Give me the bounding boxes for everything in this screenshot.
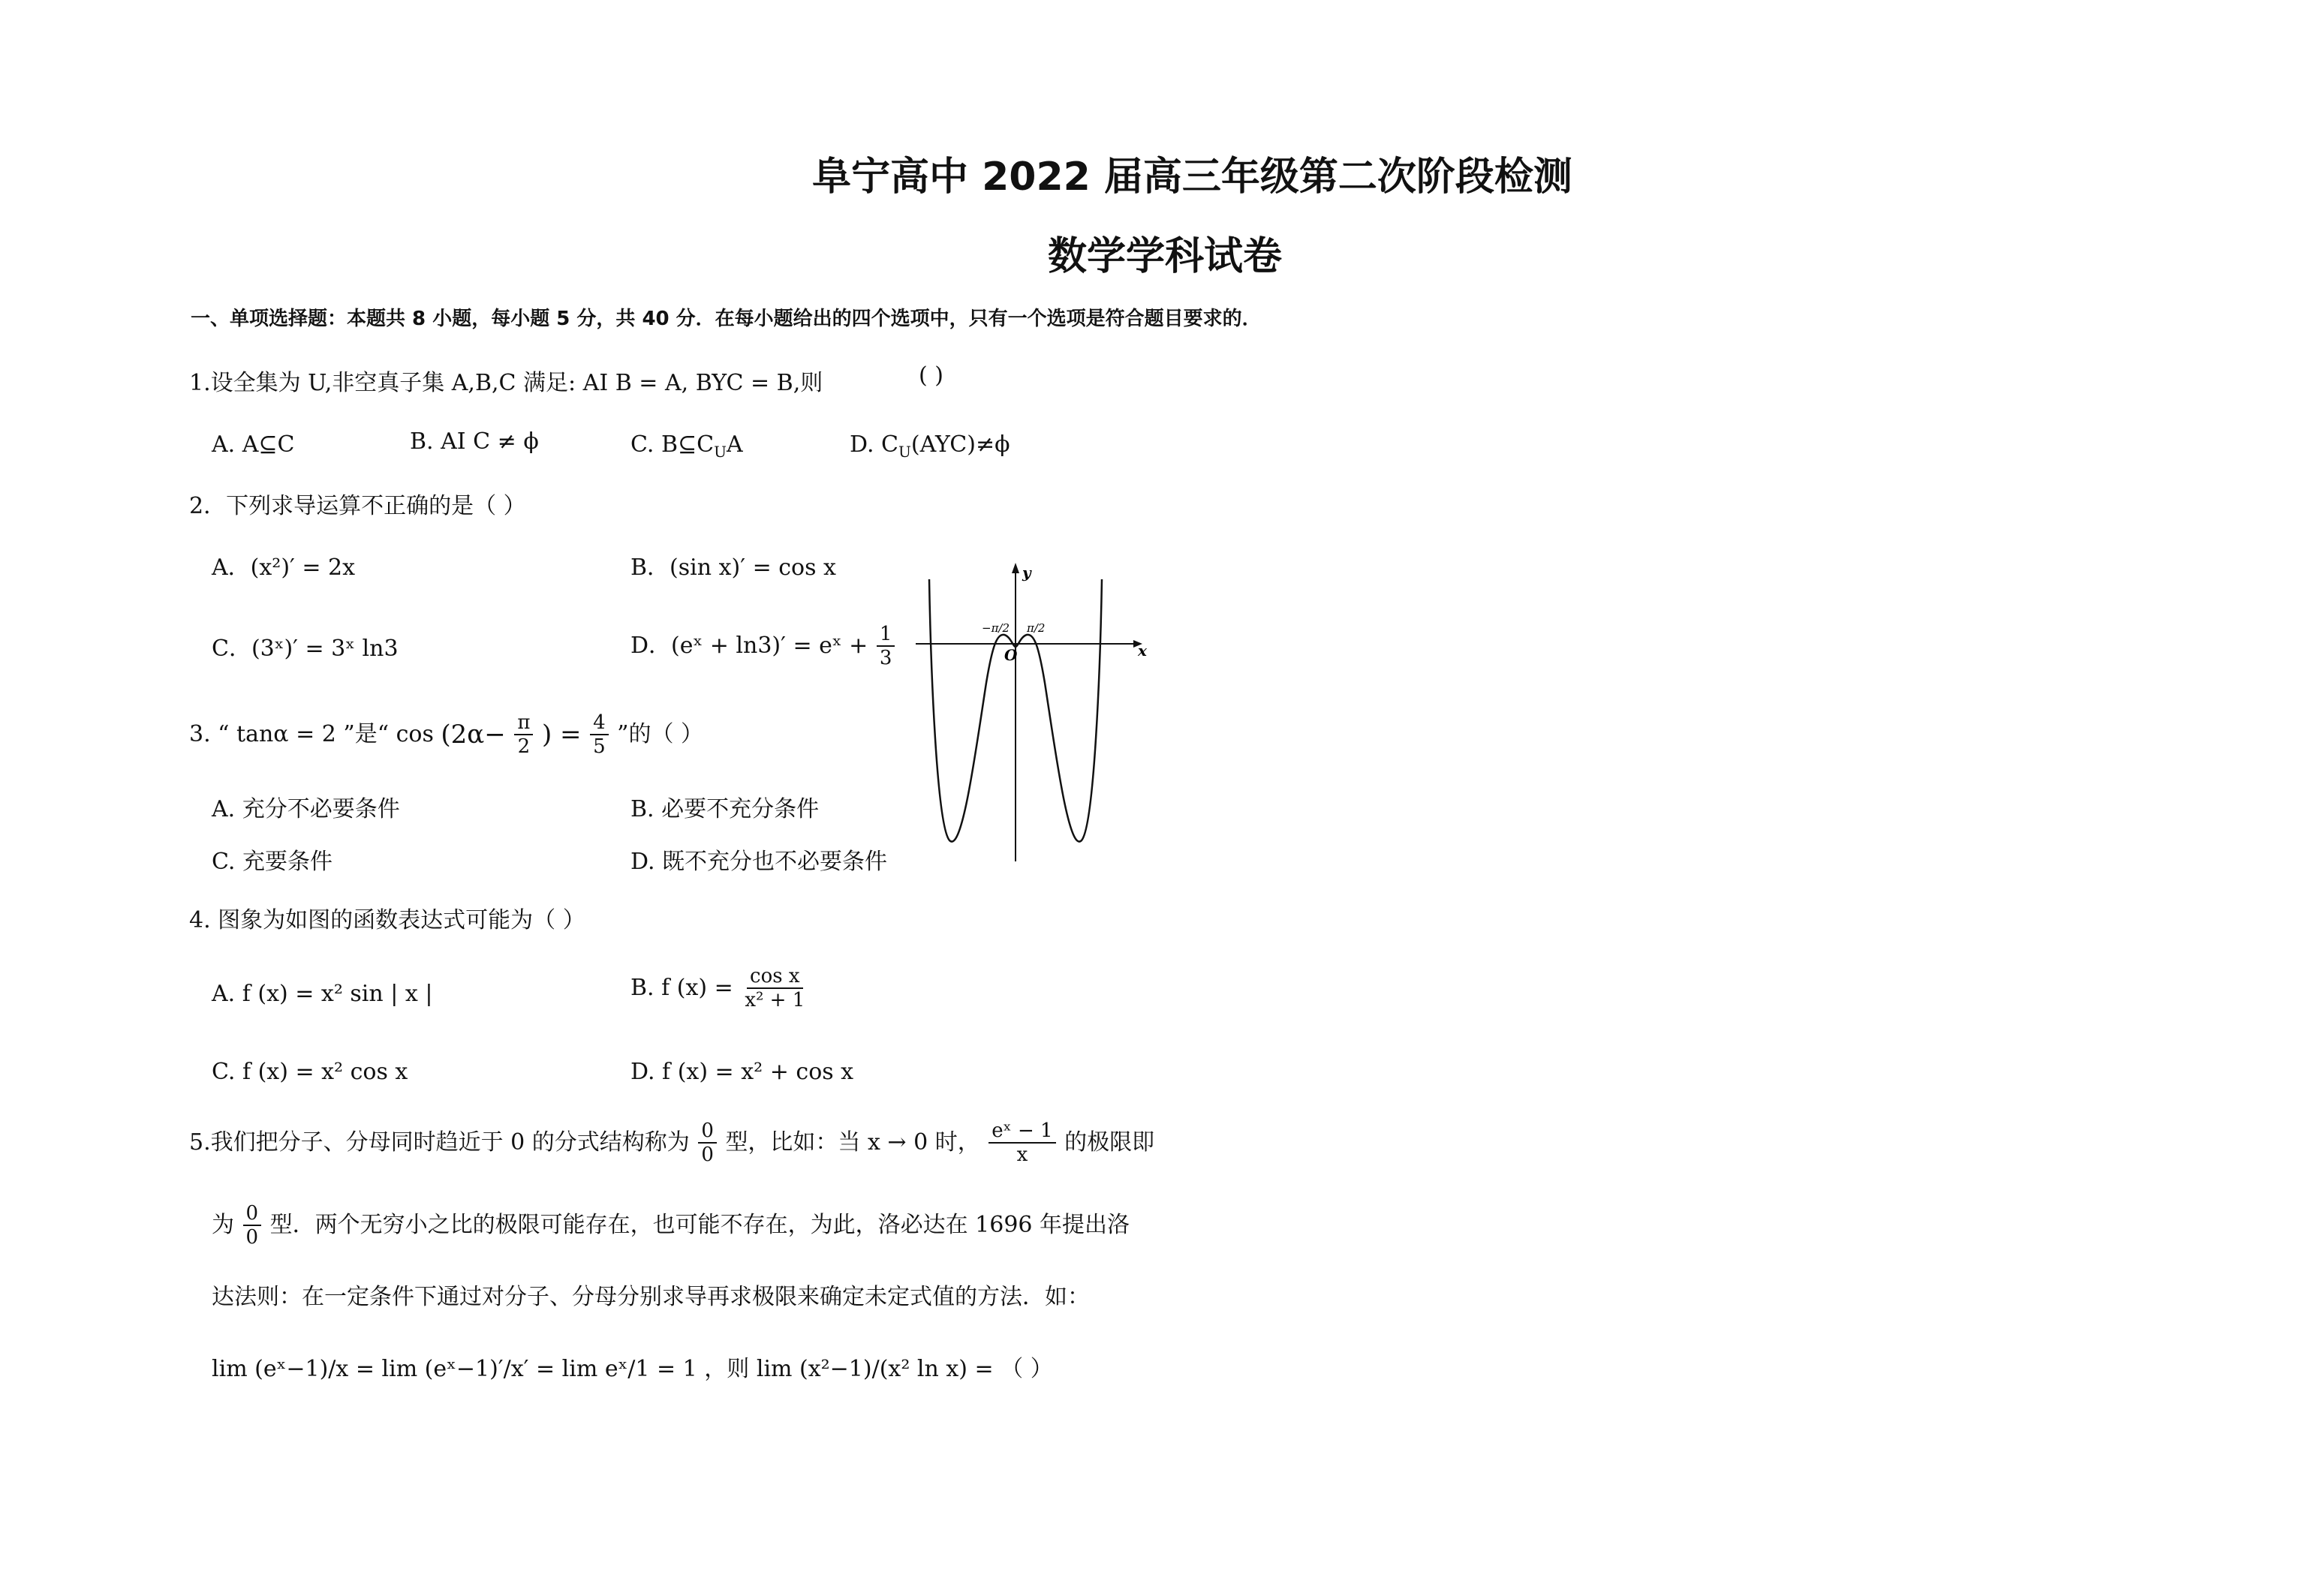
question-2-option-c: C．(3ˣ)′ = 3ˣ ln3 <box>212 636 399 662</box>
question-3-option-b: B. 必要不充分条件 <box>630 796 820 822</box>
question-2-stem: 2．下列求导运算不正确的是（ ） <box>189 493 526 519</box>
exam-subtitle: 数学学科试卷 <box>1048 234 1283 279</box>
question-4-option-c: C. f (x) = x² cos x <box>212 1059 408 1085</box>
question-5-line-1: 5.我们把分子、分母同时趋近于 0 的分式结构称为 $\frac{0}{0}$ 型，比如：当 x → 0 时， $\frac{\text{eˣ − 1}}{x}$ 的极限即 <box>189 1120 1155 1166</box>
question-1-option-d: D. $C_U(AYC)\ne\phi$ <box>850 431 1010 461</box>
question-3-option-c: C. 充要条件 <box>212 849 333 875</box>
question-4-option-a: A. f (x) = x² sin | x | <box>212 981 433 1007</box>
y-axis-arrow <box>1012 563 1019 573</box>
origin-label: O <box>1004 646 1018 664</box>
question-5-line-2: 为 $\frac{0}{0}$ 型．两个无穷小之比的极限可能存在，也可能不存在，为此，洛必达在 1696 年提出洛 <box>212 1202 1130 1249</box>
question-1-stem: 1.设全集为 U,非空真子集 A,B,C 满足: AI B = A, BYC = B,则 <box>189 370 823 396</box>
question-1-option-a: A. A⊆C <box>212 431 295 458</box>
question-1-option-b: B. AI C ≠ ϕ <box>410 428 539 455</box>
question-3-option-d: D. 既不充分也不必要条件 <box>630 849 888 875</box>
left-tick-label: −π/2 <box>982 621 1010 635</box>
question-4-option-b: B. f (x) = $\frac{\text{cos x}}{\text{x² + 1}}$ <box>630 965 805 1011</box>
question-2-option-a: A．(x²)′ = 2x <box>212 555 356 581</box>
exam-title: 阜宁高中 2022 届高三年级第二次阶段检测 <box>812 155 1572 200</box>
question-5-line-3: 达法则：在一定条件下通过对分子、分母分别求导再求极限来确定未定式值的方法．如： <box>212 1284 1090 1310</box>
question-4-option-d: D. f (x) = x² + cos x <box>630 1059 854 1085</box>
question-5-line-4: lim (eˣ−1)/x = lim (eˣ−1)′/x′ = lim eˣ/1 = 1 ，则 lim (x²−1)/(x² ln x) = （ ） <box>212 1356 1053 1382</box>
question-2-option-b: B．(sin x)′ = cos x <box>630 555 836 581</box>
y-axis-label: y <box>1022 564 1031 582</box>
question-3-option-a: A. 充分不必要条件 <box>212 796 400 822</box>
question-2-option-d: D．(eˣ + ln3)′ = eˣ + $\frac{1}{3}$ <box>630 624 896 668</box>
function-graph <box>908 555 1163 870</box>
section-heading: 一、单项选择题：本题共 8 小题，每小题 5 分，共 40 分．在每小题给出的四个选项中，只有一个选项是符合题目要求的． <box>191 308 1262 330</box>
question-1-option-c: C. $B⊆C_UA$ <box>630 431 743 461</box>
right-tick-label: π/2 <box>1027 621 1046 635</box>
x-axis-label: x <box>1138 642 1147 660</box>
question-3-stem: 3. “ tanα = 2 ”是“ cos (2α− $\frac{\pi}{2}$ ) = $\frac{4}{5}$ ”的（ ） <box>189 711 704 758</box>
question-4-stem: 4. 图象为如图的函数表达式可能为（ ） <box>189 907 585 933</box>
question-1-blank: ( ) <box>919 362 943 389</box>
